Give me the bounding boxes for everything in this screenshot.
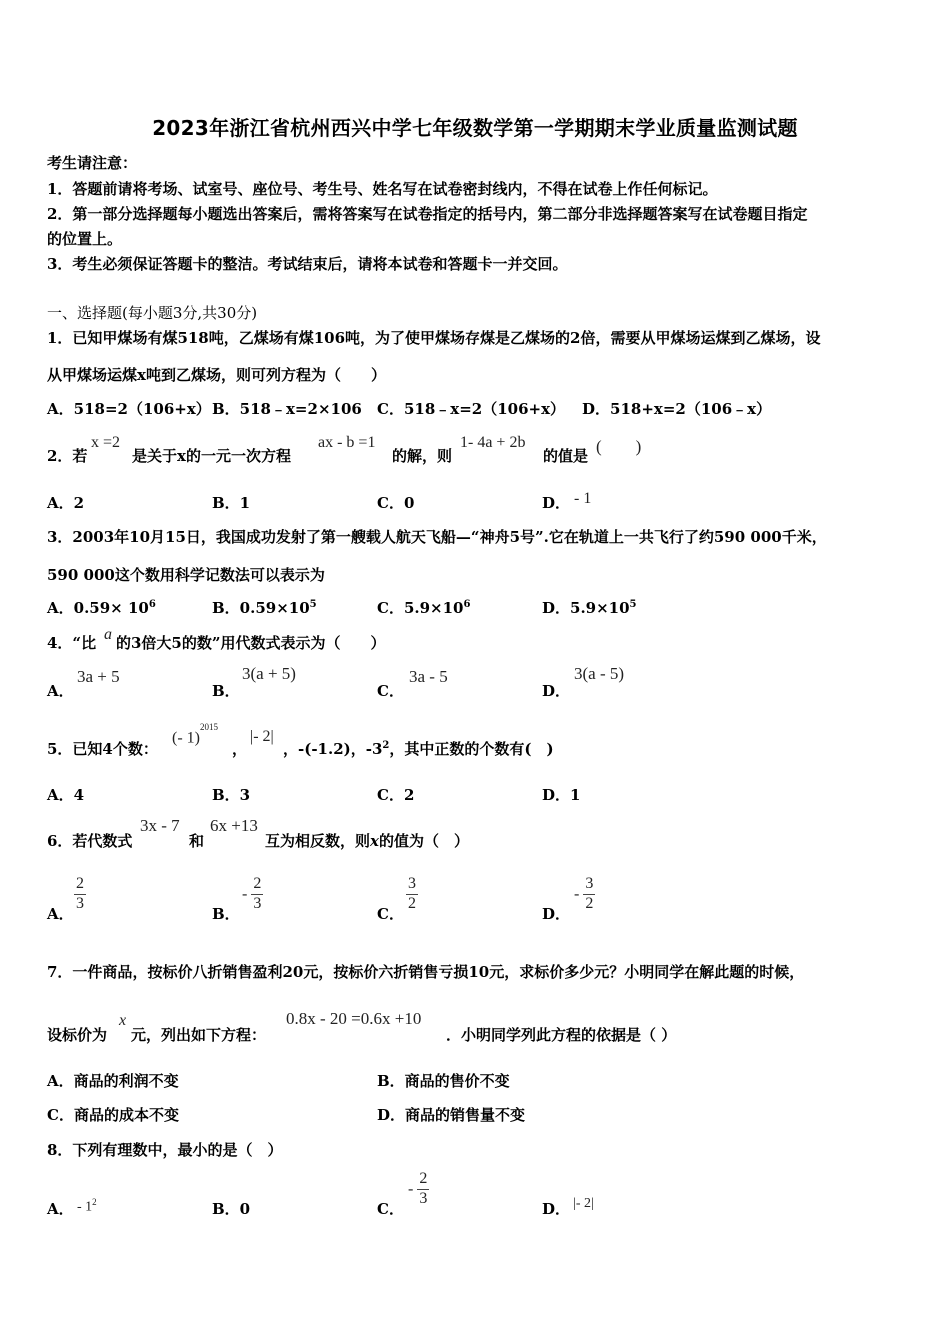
q4-stem-part1: 4．“比	[47, 634, 97, 652]
q4-math-a: a	[104, 626, 112, 643]
q2-stem-part4: 的值是	[543, 447, 589, 465]
q8-option-a-label: A．	[47, 1200, 74, 1218]
q8-option-d-label: D．	[542, 1200, 571, 1218]
q6-option-c-den: 2	[408, 894, 416, 912]
q6-stem-part3	[265, 830, 469, 851]
q2-answer-parens: ( )	[596, 437, 642, 456]
q2-option-a: A．2	[47, 494, 85, 512]
q6-stem-var: x	[370, 832, 379, 850]
q2-math-x-equals-2: x =2	[91, 434, 121, 451]
q5-option-d: D．1	[542, 786, 581, 804]
q3-option-b	[212, 597, 317, 618]
q5-stem-part2-exp: 2	[382, 740, 390, 751]
q8-stem: 8．下列有理数中，最小的是（ ）	[47, 1141, 283, 1159]
q3-option-d-text: D．5.9×10	[542, 599, 630, 617]
q4-option-a-label: A．	[47, 682, 74, 700]
q1-stem-line1: 1．已知甲煤场有煤518吨，乙煤场有煤106吨，为了使甲煤场存煤是乙煤场的2倍，需要从甲煤场运煤到乙煤场，设	[47, 329, 821, 347]
q8-option-c-den: 3	[419, 1189, 428, 1207]
q5-stem-part3: ，其中正数的个数有( )	[389, 740, 554, 758]
q3-option-c	[377, 597, 470, 618]
q2-stem-part2: 是关于x的一元一次方程	[132, 447, 291, 465]
q7-stem-part2: 元，列出如下方程：	[131, 1026, 267, 1044]
q6-option-b-sign: -	[242, 885, 248, 903]
q5-option-a: A．4	[47, 786, 85, 804]
q6-stem-part1: 6．若代数式	[47, 832, 133, 850]
q6-math-expr1: 3x - 7	[140, 816, 180, 835]
q6-option-a-label: A．	[47, 905, 74, 923]
q2-math-equation: ax - b =1	[318, 434, 376, 451]
q1-option-c: C．518﹣x=2（106+x）	[377, 400, 566, 418]
q7-stem-part1: 设标价为	[47, 1026, 108, 1044]
q7-math-equation: 0.8x - 20 =0.6x +10	[286, 1009, 422, 1028]
section-heading: 一、选择题(每小题3分,共30分)	[47, 304, 258, 322]
q7-math-x: x	[119, 1012, 127, 1029]
q4-stem-part2: 的3倍大5的数”用代数式表示为（ ）	[116, 634, 386, 652]
q6-option-b-fraction	[242, 876, 263, 913]
q4-option-c-value: 3a - 5	[409, 667, 448, 686]
q8-option-a-base: - 1	[77, 1199, 93, 1215]
q3-option-a-exp: 6	[148, 599, 156, 610]
q3-stem-line1: 3．2003年10月15日，我国成功发射了第一艘载人航天飞船—“神舟5号”.它在轨道上一共飞行了约590 000千米，	[47, 528, 827, 546]
q2-option-d-label: D．	[542, 494, 571, 512]
q6-option-b-label: B．	[212, 905, 240, 923]
q6-option-b-num: 2	[251, 876, 263, 895]
q3-option-b-text: B．0.59×10	[212, 599, 310, 617]
q8-option-c-num: 2	[417, 1171, 429, 1190]
q2-stem-part1: 2．若	[47, 447, 88, 465]
q6-option-d-den: 2	[585, 894, 594, 912]
q6-stem-part3-text: 互为相反数，则	[265, 832, 371, 850]
q8-option-d-abs-value: - 2	[575, 1196, 591, 1211]
q4-option-b-label: B．	[212, 682, 240, 700]
q3-stem-line2: 590 000这个数用科学记数法可以表示为	[47, 566, 325, 584]
q5-stem-part2-text: ，-(-1.2)，-3	[283, 740, 383, 758]
q7-stem-line1: 7．一件商品，按标价八折销售盈利20元，按标价六折销售亏损10元，求标价多少元？小明同学在解此题的时候，	[47, 963, 805, 981]
q6-option-d-num: 3	[583, 876, 595, 895]
q3-option-d-exp: 5	[629, 599, 637, 610]
q7-stem-part3: ．小明同学列此方程的依据是（ ）	[446, 1026, 677, 1044]
q5-math-power	[172, 722, 218, 747]
q8-option-c-sign: -	[408, 1180, 414, 1198]
q3-option-a-text: A．0.59× 10	[47, 599, 149, 617]
q4-option-b-value: 3(a + 5)	[242, 664, 296, 683]
q6-option-a-den: 3	[76, 894, 84, 912]
q5-comma: ，	[232, 740, 248, 758]
q4-option-c-label: C．	[377, 682, 404, 700]
q6-math-expr2: 6x +13	[210, 816, 258, 835]
q6-option-d-fraction	[574, 876, 595, 913]
notice-item-2: 2．第一部分选择题每小题选出答案后，需将答案写在试卷指定的括号内，第二部分非选择题答案写在试卷题目指定	[47, 205, 808, 223]
notice-item-2-cont: 的位置上。	[47, 230, 123, 248]
q7-option-b: B．商品的售价不变	[377, 1072, 510, 1090]
q2-option-b: B．1	[212, 494, 251, 512]
q2-math-expression: 1- 4a + 2b	[460, 434, 526, 451]
q8-option-b: B．0	[212, 1200, 251, 1218]
q4-option-a-value: 3a + 5	[77, 667, 120, 686]
q2-stem-part3: 的解，则	[392, 447, 453, 465]
q5-option-c: C．2	[377, 786, 415, 804]
q5-option-b: B．3	[212, 786, 251, 804]
q8-option-c-label: C．	[377, 1200, 404, 1218]
q6-option-c-fraction	[406, 876, 418, 913]
q8-option-a-exp: 2	[92, 1197, 97, 1207]
q6-option-a-num: 2	[74, 876, 86, 895]
q6-option-b-den: 3	[253, 894, 262, 912]
q6-option-d-label: D．	[542, 905, 571, 923]
q6-option-c-num: 3	[406, 876, 418, 895]
q2-option-c: C．0	[377, 494, 415, 512]
q2-option-d-value: - 1	[574, 490, 592, 507]
q6-stem-part2: 和	[189, 832, 205, 850]
q1-option-a: A．518=2（106+x）	[47, 400, 211, 418]
q6-option-c-label: C．	[377, 905, 404, 923]
q3-option-c-exp: 6	[463, 599, 471, 610]
q3-option-a	[47, 597, 156, 618]
q7-option-d: D．商品的销售量不变	[377, 1106, 526, 1124]
q6-option-a-fraction	[74, 876, 86, 913]
page-title: 2023年浙江省杭州西兴中学七年级数学第一学期期末学业质量监测试题	[152, 116, 798, 140]
q6-stem-part4: 的值为（ ）	[378, 832, 469, 850]
q7-option-c: C．商品的成本不变	[47, 1106, 179, 1124]
notice-item-1: 1．答题前请将考场、试室号、座位号、考生号、姓名写在试卷密封线内，不得在试卷上作任何标记。	[47, 180, 718, 198]
notice-heading: 考生请注意：	[47, 154, 138, 172]
q3-option-c-text: C．5.9×10	[377, 599, 464, 617]
q8-option-d-value: |- 2|	[573, 1196, 594, 1211]
q5-math-abs: |- 2|	[250, 728, 274, 745]
q5-math-abs-value: - 2	[253, 728, 271, 745]
q8-option-c-fraction	[408, 1171, 429, 1208]
q7-option-a: A．商品的利润不变	[47, 1072, 179, 1090]
q1-option-d: D．518+x=2（106﹣x）	[582, 400, 772, 418]
q4-option-d-value: 3(a - 5)	[574, 664, 625, 683]
notice-item-3: 3．考生必须保证答题卡的整洁。考试结束后，请将本试卷和答题卡一并交回。	[47, 255, 568, 273]
q5-stem-part1: 5．已知4个数：	[47, 740, 158, 758]
q3-option-d	[542, 597, 637, 618]
q4-option-d-label: D．	[542, 682, 571, 700]
q5-math-power-exp: 2015	[199, 722, 218, 732]
q5-stem-part2	[283, 738, 554, 759]
q5-math-power-base: (- 1)	[172, 729, 200, 747]
q8-option-a-value	[77, 1197, 97, 1216]
q1-stem-line2: 从甲煤场运煤x吨到乙煤场，则可列方程为（ ）	[47, 366, 386, 384]
q6-option-d-sign: -	[574, 885, 580, 903]
q1-option-b: B．518﹣x=2×106	[212, 400, 362, 418]
q3-option-b-exp: 5	[309, 599, 317, 610]
